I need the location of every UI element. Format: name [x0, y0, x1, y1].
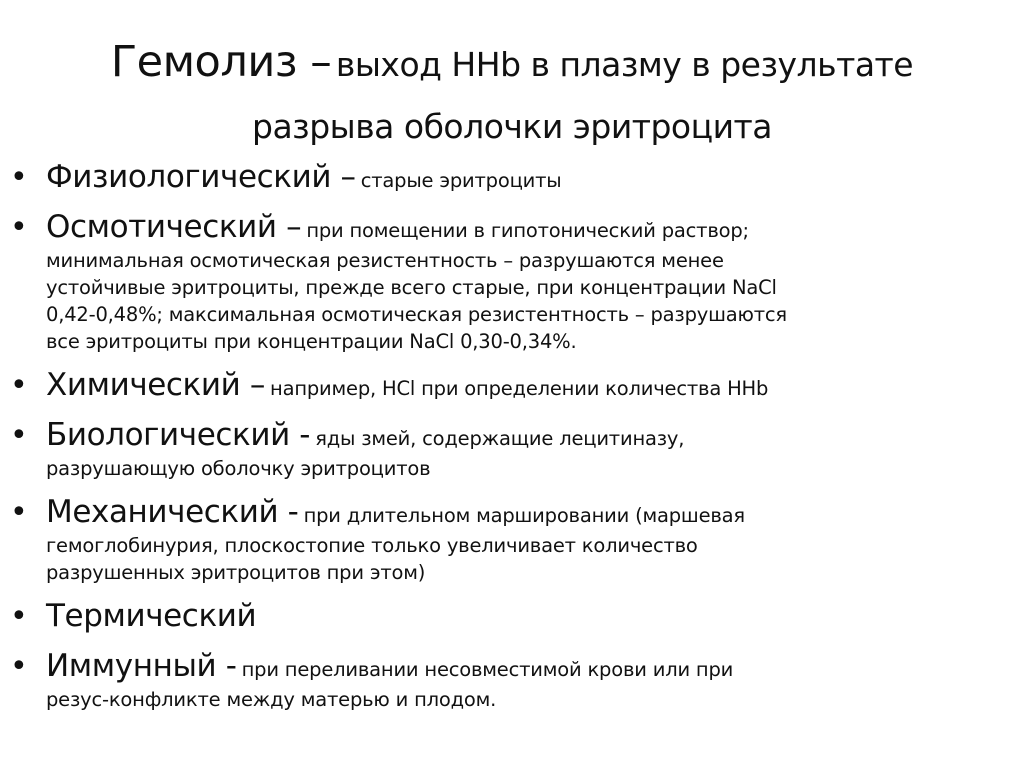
item-description-line: резус-конфликте между матерью и плодом.	[46, 688, 497, 711]
item-description: например, HCl при определении количества ННb	[270, 377, 769, 400]
item-first-line	[46, 209, 749, 245]
item-description-line: гемоглобинурия, плоскостопие только увеличивает количество	[46, 534, 698, 557]
item-heading: Биологический -	[46, 417, 311, 453]
item-description-line: разрушающую оболочку эритроцитов	[46, 457, 431, 480]
list-item	[8, 207, 1018, 355]
item-heading: Термический	[46, 598, 257, 634]
list-item	[8, 365, 1018, 405]
item-heading: Осмотический –	[46, 209, 302, 245]
bullet-icon: •	[10, 599, 28, 634]
item-first-line	[46, 494, 745, 530]
item-heading: Иммунный -	[46, 648, 237, 684]
title-definition-part-1: выход ННb в плазму в результате	[335, 45, 914, 84]
item-description: при переливании несовместимой крови или при	[241, 658, 734, 681]
item-first-line	[46, 417, 685, 453]
title-line-1	[0, 34, 1024, 99]
list-item	[8, 596, 1018, 636]
item-description-line: минимальная осмотическая резистентность – разрушаются менее	[46, 249, 724, 272]
title-term: Гемолиз –	[110, 37, 332, 87]
bullet-icon: •	[10, 418, 28, 453]
bullet-icon: •	[10, 495, 28, 530]
item-description: при помещении в гипотонический раствор;	[306, 219, 749, 242]
item-description-line: разрушенных эритроцитов при этом)	[46, 561, 426, 584]
list-item	[8, 646, 1018, 713]
bullet-icon: •	[10, 368, 28, 403]
item-heading: Механический -	[46, 494, 299, 530]
bullet-icon: •	[10, 649, 28, 684]
item-description: яды змей, содержащие лецитиназу,	[315, 427, 685, 450]
item-description: при длительном маршировании (маршевая	[303, 504, 745, 527]
item-first-line	[46, 367, 769, 403]
slide-title	[0, 34, 1024, 155]
item-heading: Физиологический –	[46, 159, 356, 195]
item-description-line: все эритроциты при концентрации NaCl 0,30-0,34%.	[46, 330, 577, 353]
hemolysis-types-list	[8, 157, 1018, 723]
item-description: старые эритроциты	[360, 169, 562, 192]
bullet-icon: •	[10, 160, 28, 195]
title-line-2: разрыва оболочки эритроцита	[252, 107, 772, 146]
item-first-line	[46, 598, 257, 634]
list-item	[8, 415, 1018, 482]
list-item	[8, 157, 1018, 197]
item-description-line: 0,42-0,48%; максимальная осмотическая резистентность – разрушаются	[46, 303, 787, 326]
item-description-line: устойчивые эритроциты, прежде всего старые, при концентрации NaCl	[46, 276, 777, 299]
list-item	[8, 492, 1018, 586]
item-first-line	[46, 159, 562, 195]
bullet-icon: •	[10, 210, 28, 245]
item-heading: Химический –	[46, 367, 265, 403]
item-first-line	[46, 648, 734, 684]
